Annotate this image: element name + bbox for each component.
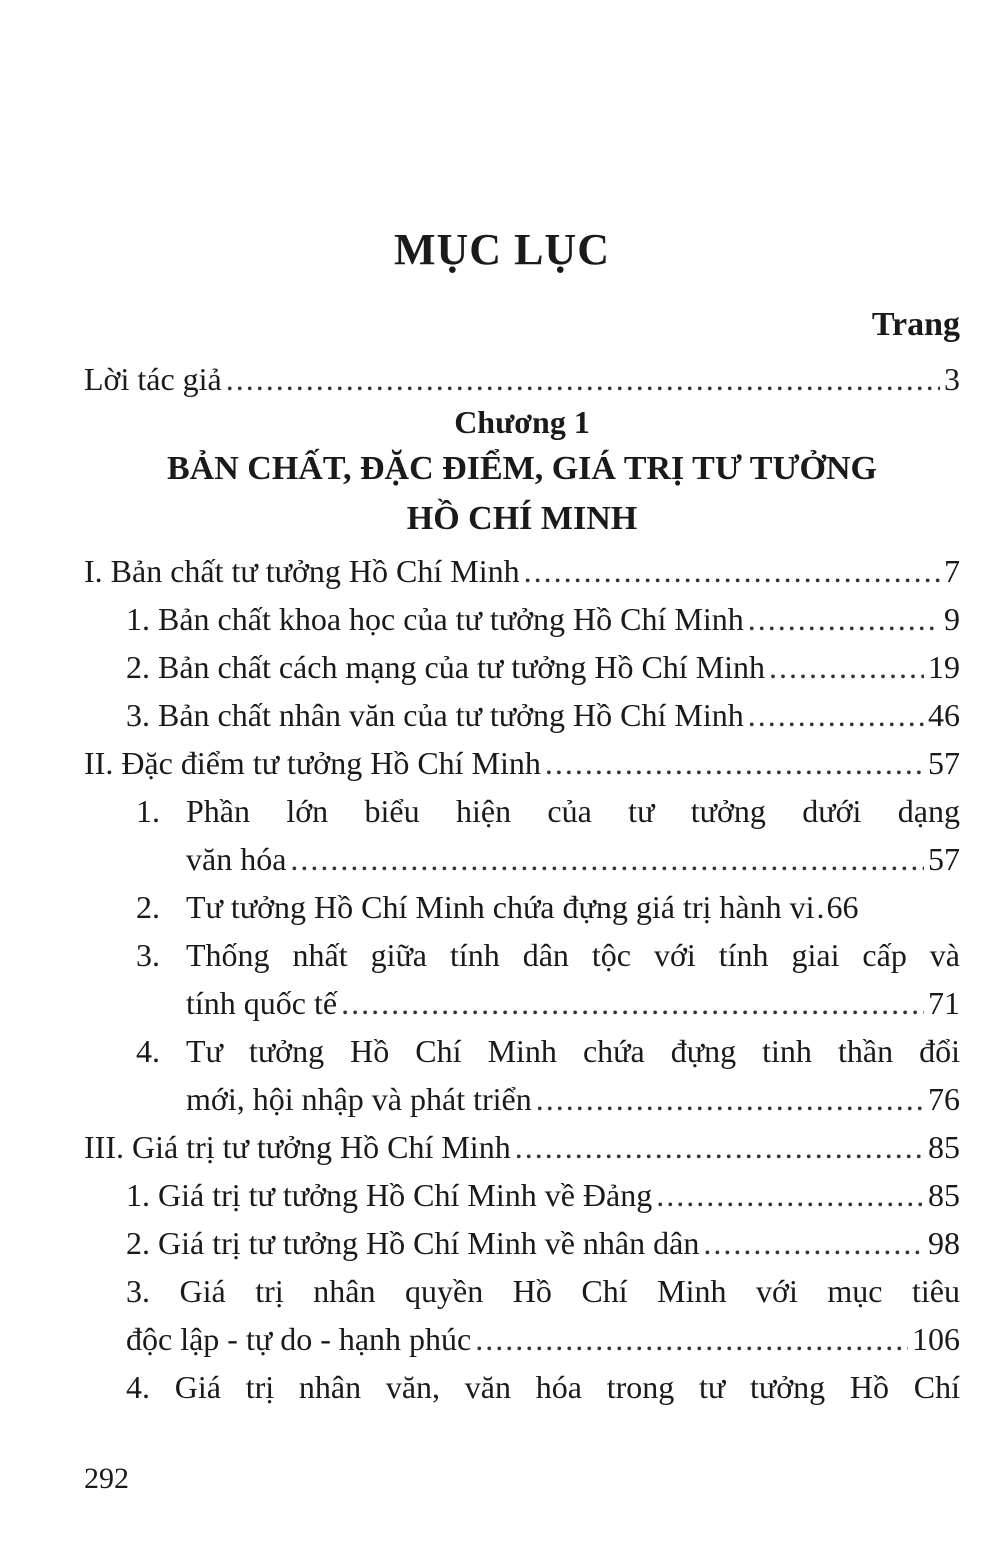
toc-page-number: 85 (928, 1177, 960, 1213)
page-number: 292 (84, 1462, 129, 1495)
toc-page-number: 85 (928, 1129, 960, 1165)
dot-leader (769, 644, 924, 690)
toc-entry-text: văn hóa (186, 841, 287, 877)
toc-entry-text: I. Bản chất tư tưởng Hồ Chí Minh (84, 553, 520, 589)
toc-entry-text: 1. Bản chất khoa học của tư tưởng Hồ Chí Minh (126, 601, 744, 637)
toc-entry-section-3[interactable] (84, 1124, 960, 1170)
toc-entry-text: Lời tác giả (84, 361, 222, 397)
toc-page-number: 57 (928, 841, 960, 877)
toc-entry-section-1[interactable] (84, 548, 960, 594)
toc-entry-text: độc lập - tự do - hạnh phúc (126, 1321, 472, 1357)
chapter-title-line2: HỒ CHÍ MINH (406, 500, 638, 537)
dot-leader (536, 1076, 924, 1122)
dot-leader (226, 356, 940, 402)
chapter-title-line1: BẢN CHẤT, ĐẶC ĐIỂM, GIÁ TRỊ TƯ TƯỞNG (167, 450, 877, 487)
toc-entry-section-3-2[interactable] (126, 1220, 960, 1266)
toc-entry-text: II. Đặc điểm tư tưởng Hồ Chí Minh (84, 745, 541, 781)
toc-entry-section-3-4-line1[interactable]: 4. Giá trị nhân văn, văn hóa trong tư tưởng Hồ Chí (126, 1369, 960, 1405)
toc-page-number: 9 (944, 601, 960, 637)
toc-entry-text: 3. Bản chất nhân văn của tư tưởng Hồ Chí Minh (126, 697, 744, 733)
toc-page-number: 76 (928, 1081, 960, 1117)
toc-entry-text: 2. Bản chất cách mạng của tư tưởng Hồ Chí Minh (126, 649, 766, 685)
toc-item-number: 3. (136, 937, 160, 973)
toc-page-number: 3 (944, 361, 960, 397)
toc-entry-section-2-4-line2[interactable] (186, 1076, 960, 1122)
dot-leader (545, 740, 924, 786)
toc-entry-section-1-2[interactable] (126, 644, 960, 690)
dot-leader: . (816, 889, 825, 925)
toc-entry-section-2-3-line1[interactable]: Thống nhất giữa tính dân tộc với tính giai cấp và (186, 937, 960, 973)
toc-entry-text: mới, hội nhập và phát triển (186, 1081, 532, 1117)
toc-entry-section-1-1[interactable] (126, 596, 960, 642)
toc-page-number: 66 (826, 889, 859, 925)
page-title: MỤC LỤC (394, 225, 610, 274)
dot-leader (515, 1124, 924, 1170)
toc-page-number: 71 (928, 985, 960, 1021)
toc-item-number: 2. (136, 889, 160, 925)
toc-entry-text: 2. Giá trị tư tưởng Hồ Chí Minh về nhân dân (126, 1225, 700, 1261)
toc-item-number: 4. (136, 1033, 160, 1069)
dot-leader (475, 1316, 908, 1362)
toc-entry-section-2-2[interactable] (186, 884, 960, 930)
toc-entry-text: Tư tưởng Hồ Chí Minh chứa đựng giá trị hành vi (186, 889, 815, 925)
dot-leader (748, 692, 924, 738)
toc-entry-preface[interactable] (84, 356, 960, 402)
toc-entry-section-1-3[interactable] (126, 692, 960, 738)
dot-leader (703, 1220, 924, 1266)
toc-page-number: 106 (912, 1321, 960, 1357)
dot-leader (748, 596, 940, 642)
toc-entry-text: III. Giá trị tư tưởng Hồ Chí Minh (84, 1129, 511, 1165)
toc-page-number: 7 (944, 553, 960, 589)
toc-entry-section-2-1-line1[interactable]: Phần lớn biểu hiện của tư tưởng dưới dạng (186, 793, 960, 829)
toc-page-number: 57 (928, 745, 960, 781)
toc-entry-section-2[interactable] (84, 740, 960, 786)
toc-entry-section-2-1-line2[interactable] (186, 836, 960, 882)
dot-leader (656, 1172, 924, 1218)
toc-entry-section-3-3-line1[interactable]: 3. Giá trị nhân quyền Hồ Chí Minh với mục tiêu (126, 1273, 960, 1309)
toc-page-number: 98 (928, 1225, 960, 1261)
dot-leader (290, 836, 924, 882)
dot-leader (341, 980, 924, 1026)
toc-entry-text: tính quốc tế (186, 985, 338, 1021)
dot-leader (524, 548, 940, 594)
toc-page-number: 46 (928, 697, 960, 733)
toc-entry-section-3-1[interactable] (126, 1172, 960, 1218)
toc-entry-text: 1. Giá trị tư tưởng Hồ Chí Minh về Đảng (126, 1177, 653, 1213)
toc-entry-section-3-3-line2[interactable] (126, 1316, 960, 1362)
toc-page-number: 19 (928, 649, 960, 685)
page-column-header: Trang (871, 306, 960, 343)
toc-item-number: 1. (136, 793, 160, 829)
toc-entry-section-2-3-line2[interactable] (186, 980, 960, 1026)
chapter-label: Chương 1 (454, 404, 590, 440)
toc-entry-section-2-4-line1[interactable]: Tư tưởng Hồ Chí Minh chứa đựng tinh thần đổi (186, 1033, 960, 1069)
